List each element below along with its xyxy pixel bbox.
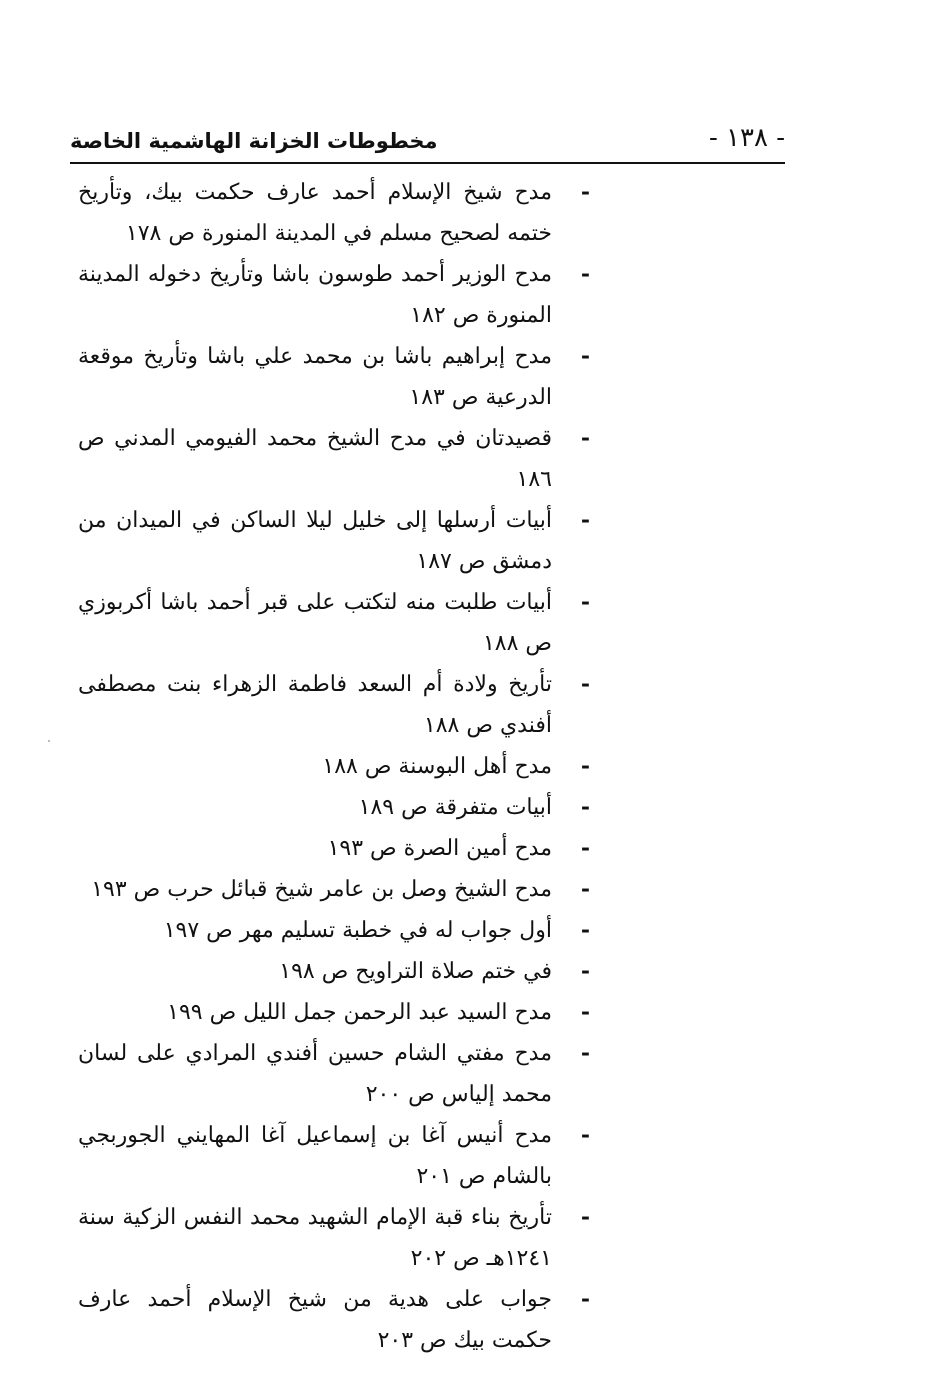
list-item-text: تأريخ ولادة أم السعد فاطمة الزهراء بنت مصطفى أفندي ص ١٨٨ <box>78 672 552 738</box>
list-item-text: أبيات أرسلها إلى خليل ليلا الساكن في الميدان من دمشق ص ١٨٧ <box>78 508 552 574</box>
list-item-text: مدح السيد عبد الرحمن جمل الليل ص ١٩٩ <box>167 1000 552 1025</box>
bullet-dash: - <box>580 753 590 779</box>
page-number: - ١٣٨ - <box>708 123 785 153</box>
bullet-dash: - <box>580 343 590 369</box>
scan-speck <box>48 740 50 742</box>
list-item-text: مدح الوزير أحمد طوسون باشا وتأريخ دخوله المدينة المنورة ص ١٨٢ <box>78 262 552 328</box>
list-item <box>78 910 590 951</box>
bullet-dash: - <box>580 1122 590 1148</box>
list-item-text: أول جواب له في خطبة تسليم مهر ص ١٩٧ <box>163 918 552 943</box>
list-item-text: مدح مفتي الشام حسين أفندي المرادي على لسان محمد إلياس ص ٢٠٠ <box>78 1041 552 1107</box>
list-item-text: مدح أمين الصرة ص ١٩٣ <box>327 836 552 861</box>
list-item <box>78 992 590 1033</box>
list-item-text: أبيات طلبت منه لتكتب على قبر أحمد باشا أكربوزي ص ١٨٨ <box>78 590 552 656</box>
bullet-dash: - <box>580 1040 590 1066</box>
list-item-text: مدح أهل البوسنة ص ١٨٨ <box>322 754 552 779</box>
bullet-dash: - <box>580 958 590 984</box>
bullet-dash: - <box>580 917 590 943</box>
bullet-dash: - <box>580 261 590 287</box>
bullet-dash: - <box>580 794 590 820</box>
list-item <box>78 664 590 746</box>
list-item-text: تأريخ بناء قبة الإمام الشهيد محمد النفس الزكية سنة ١٢٤١هـ ص ٢٠٢ <box>78 1205 552 1271</box>
list-item-text: قصيدتان في مدح الشيخ محمد الفيومي المدني ص ١٨٦ <box>78 426 552 492</box>
bullet-dash: - <box>580 589 590 615</box>
list-item <box>78 1197 590 1279</box>
list-item <box>78 1033 590 1115</box>
bullet-dash: - <box>580 671 590 697</box>
list-item-text: مدح شيخ الإسلام أحمد عارف حكمت بيك، وتأريخ ختمه لصحيح مسلم في المدينة المنورة ص ١٧٨ <box>78 180 552 246</box>
list-item <box>78 336 590 418</box>
bullet-dash: - <box>580 425 590 451</box>
bullet-dash: - <box>580 999 590 1025</box>
list-item <box>78 746 590 787</box>
list-item <box>78 869 590 910</box>
list-item-text: مدح أنيس آغا بن إسماعيل آغا المهايني الجوربجي بالشام ص ٢٠١ <box>78 1123 552 1189</box>
list-item-text: أبيات متفرقة ص ١٨٩ <box>358 795 552 820</box>
list-item <box>78 500 590 582</box>
list-item <box>78 787 590 828</box>
list-item-text: مدح إبراهيم باشا بن محمد علي باشا وتأريخ موقعة الدرعية ص ١٨٣ <box>78 344 552 410</box>
running-title: مخطوطات الخزانة الهاشمية الخاصة <box>70 129 438 153</box>
list-item <box>78 828 590 869</box>
list-item-text: في ختم صلاة التراويح ص ١٩٨ <box>279 959 552 984</box>
list-item <box>78 254 590 336</box>
list-item <box>78 172 590 254</box>
bullet-dash: - <box>580 1286 590 1312</box>
list-item <box>78 1115 590 1197</box>
bullet-dash: - <box>580 876 590 902</box>
list-item <box>78 1279 590 1361</box>
entries-list <box>78 172 590 1361</box>
list-item-text: مدح الشيخ وصل بن عامر شيخ قبائل حرب ص ١٩٣ <box>91 877 552 902</box>
list-item <box>78 582 590 664</box>
bullet-dash: - <box>580 835 590 861</box>
list-item-text: جواب على هدية من شيخ الإسلام أحمد عارف حكمت بيك ص ٢٠٣ <box>78 1287 552 1353</box>
list-item <box>78 951 590 992</box>
bullet-dash: - <box>580 507 590 533</box>
bullet-dash: - <box>580 179 590 205</box>
list-item <box>78 418 590 500</box>
page-header <box>70 118 785 164</box>
bullet-dash: - <box>580 1204 590 1230</box>
